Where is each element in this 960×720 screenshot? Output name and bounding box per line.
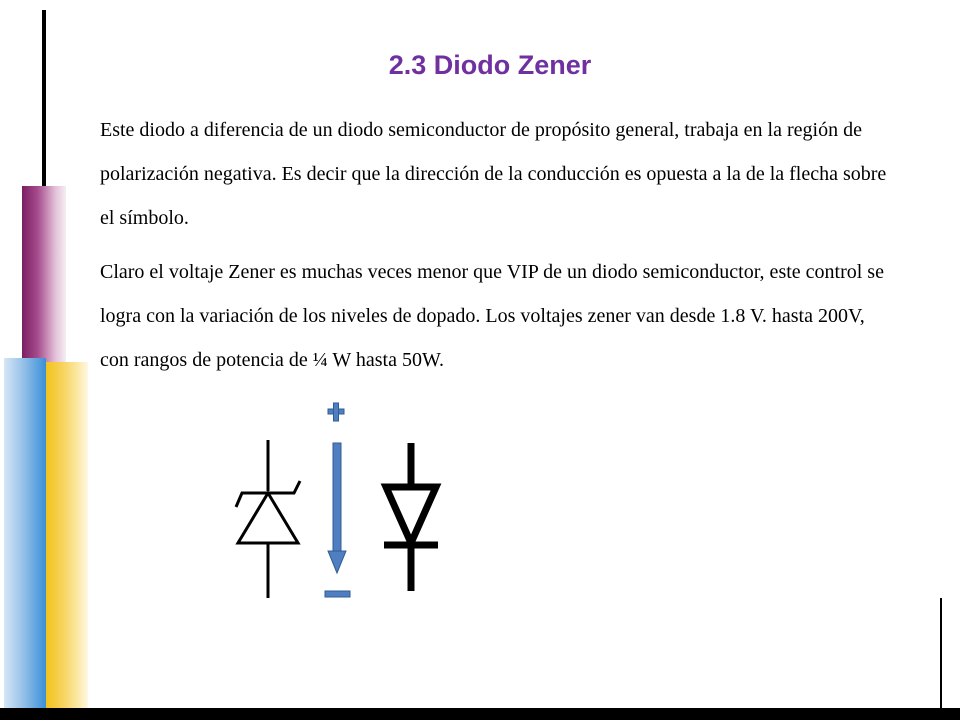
paragraph-2: Claro el voltaje Zener es muchas veces menor que VIP de un diodo semiconductor, este control se logra con la variación de los niveles de dopado. Los voltajes zener van desde 1.8 V. hasta 200V, con rangos de potencia de ¼ W hasta 50W. <box>100 261 884 371</box>
zener-diode-symbol-icon <box>236 440 300 598</box>
current-direction-arrow-icon <box>325 403 350 597</box>
decorative-yellow-bar <box>46 362 88 710</box>
decorative-bottom-bar <box>0 708 960 720</box>
decorative-blue-bar <box>4 358 46 710</box>
diode-symbols-illustration <box>200 395 480 610</box>
decorative-right-line <box>940 598 942 710</box>
slide-title: 2.3 Diodo Zener <box>388 50 592 80</box>
diode-symbol-icon <box>384 443 438 591</box>
paragraph-1: Este diodo a diferencia de un diodo semiconductor de propósito general, trabaja en la región de polarización negativa. Es decir que la dirección de la conducción es opuesta a la de la flecha sobre el símbolo. <box>100 119 887 229</box>
